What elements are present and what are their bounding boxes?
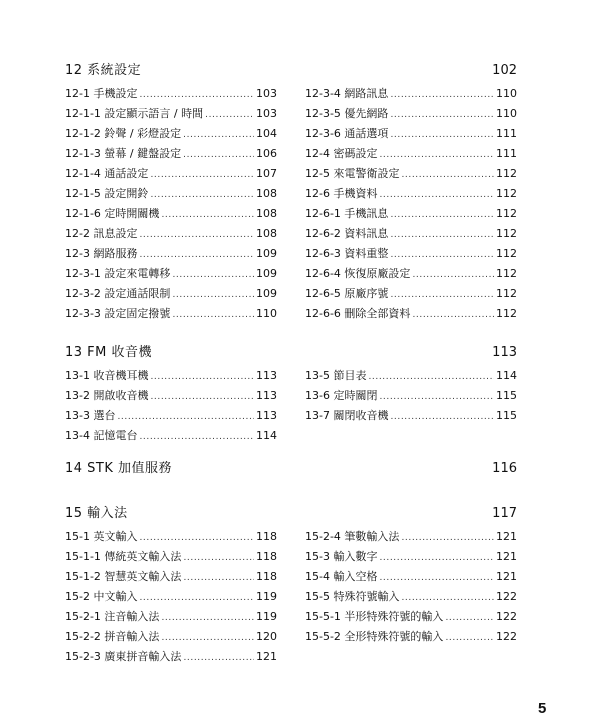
toc-entry-page: 113 — [256, 369, 277, 382]
toc-entry — [65, 104, 277, 124]
page-number: 5 — [538, 700, 547, 717]
chapter-page: 116 — [492, 461, 517, 476]
dot-leader — [445, 628, 494, 648]
toc-entry-page: 122 — [496, 610, 517, 623]
toc-entry-label: 13-7 關閉收音機 — [305, 409, 389, 422]
toc-entry — [65, 547, 277, 567]
toc-entry-label: 12-1-2 鈴聲 / 彩燈設定 — [65, 127, 182, 140]
toc-entry-page: 110 — [256, 307, 277, 320]
toc-entry — [65, 406, 277, 426]
toc-entry — [65, 124, 277, 144]
toc-column-left — [65, 366, 277, 446]
toc-entry — [305, 244, 517, 264]
chapter-15 — [65, 505, 517, 667]
dot-leader — [117, 407, 254, 427]
toc-entry-page: 112 — [496, 167, 517, 180]
toc-entry-label: 12-1 手機設定 — [65, 87, 138, 100]
dot-leader — [412, 265, 494, 285]
toc-entry-label: 12-3 網路服務 — [65, 247, 138, 260]
dot-leader — [379, 568, 494, 588]
dot-leader — [183, 548, 254, 568]
toc-entry-label: 12-3-6 通話選項 — [305, 127, 389, 140]
dot-leader — [139, 85, 254, 105]
toc-entry — [305, 104, 517, 124]
toc-entry-page: 109 — [256, 287, 277, 300]
toc-entry-page: 103 — [256, 107, 277, 120]
dot-leader — [205, 105, 254, 125]
dot-leader — [401, 165, 494, 185]
dot-leader — [379, 145, 494, 165]
toc-entry-label: 15-2-4 筆數輸入法 — [305, 530, 400, 543]
toc-entry-label: 12-3-1 設定來電轉移 — [65, 267, 171, 280]
dot-leader — [161, 205, 254, 225]
toc-column-right — [305, 527, 517, 667]
chapter-page: 102 — [492, 63, 517, 78]
toc-entry-page: 108 — [256, 227, 277, 240]
toc-entry — [65, 204, 277, 224]
dot-leader — [379, 548, 494, 568]
toc-entry-label: 13-1 收音機耳機 — [65, 369, 149, 382]
toc-entry-label: 12-1-5 設定開鈴 — [65, 187, 149, 200]
chapter-title: 12 系統設定 — [65, 63, 142, 78]
toc-entry — [65, 284, 277, 304]
toc-column-right — [305, 84, 517, 324]
chapter-14 — [65, 460, 517, 478]
chapter-12 — [65, 62, 517, 324]
toc-entry — [305, 164, 517, 184]
toc-entry-page: 119 — [256, 610, 277, 623]
toc-entry-page: 121 — [496, 530, 517, 543]
chapter-13 — [65, 344, 517, 446]
toc-entry-page: 113 — [256, 389, 277, 402]
toc-entry-label: 15-2-3 廣東拼音輸入法 — [65, 650, 182, 663]
toc-entry — [65, 386, 277, 406]
toc-entry — [305, 204, 517, 224]
toc-entry-label: 12-3-5 優先網路 — [305, 107, 389, 120]
toc-column-left — [65, 84, 277, 324]
toc-entry — [305, 587, 517, 607]
chapter-heading — [65, 505, 517, 523]
dot-leader — [172, 305, 254, 325]
dot-leader — [368, 367, 494, 387]
chapter-heading — [65, 344, 517, 362]
toc-column-right — [305, 366, 517, 446]
toc-entry-page: 111 — [496, 127, 517, 140]
toc-entry — [305, 547, 517, 567]
toc-entry — [305, 144, 517, 164]
toc-entry — [65, 264, 277, 284]
toc-entry-page: 103 — [256, 87, 277, 100]
toc-entry-page: 107 — [256, 167, 277, 180]
dot-leader — [161, 608, 254, 628]
toc-entry — [305, 184, 517, 204]
dot-leader — [150, 387, 254, 407]
toc-entry-page: 115 — [496, 389, 517, 402]
dot-leader — [139, 225, 254, 245]
dot-leader — [390, 245, 494, 265]
toc-entry — [65, 607, 277, 627]
toc-entry-page: 109 — [256, 267, 277, 280]
toc-entry — [65, 244, 277, 264]
toc-entry — [305, 406, 517, 426]
toc-entry — [65, 164, 277, 184]
toc-entry-page: 120 — [256, 630, 277, 643]
toc-entry-page: 119 — [256, 590, 277, 603]
toc-entry-page: 104 — [256, 127, 277, 140]
dot-leader — [390, 225, 494, 245]
toc-entry-label: 15-1 英文輸入 — [65, 530, 138, 543]
toc-entry — [65, 647, 277, 667]
chapter-heading — [65, 62, 517, 80]
dot-leader — [139, 427, 254, 447]
toc-entry-page: 115 — [496, 409, 517, 422]
toc-entry — [65, 587, 277, 607]
toc-entry-label: 12-1-4 通話設定 — [65, 167, 149, 180]
toc-entry-page: 112 — [496, 227, 517, 240]
chapter-heading — [65, 460, 517, 478]
toc-entry — [305, 527, 517, 547]
dot-leader — [390, 205, 494, 225]
toc-entry-label: 13-2 開啟收音機 — [65, 389, 149, 402]
toc-entry-page: 112 — [496, 207, 517, 220]
dot-leader — [183, 125, 254, 145]
toc-entry-label: 12-3-4 網路訊息 — [305, 87, 389, 100]
toc-entry-label: 15-2-2 拼音輸入法 — [65, 630, 160, 643]
dot-leader — [172, 285, 254, 305]
toc-entry-page: 112 — [496, 307, 517, 320]
dot-leader — [161, 628, 254, 648]
dot-leader — [445, 608, 494, 628]
toc-entry-page: 118 — [256, 530, 277, 543]
toc-entry-page: 106 — [256, 147, 277, 160]
toc-entry-page: 112 — [496, 267, 517, 280]
toc-entry — [305, 284, 517, 304]
dot-leader — [401, 588, 494, 608]
toc-entry-page: 110 — [496, 107, 517, 120]
toc-entry-page: 114 — [256, 429, 277, 442]
toc-entry-label: 12-4 密碼設定 — [305, 147, 378, 160]
toc-entry — [305, 304, 517, 324]
chapter-page: 117 — [492, 506, 517, 521]
toc-entry-label: 12-6-1 手機訊息 — [305, 207, 389, 220]
toc-entry-label: 12-1-6 定時開關機 — [65, 207, 160, 220]
toc-entry-label: 12-1-1 設定顯示語言 / 時間 — [65, 107, 204, 120]
toc-entry — [65, 304, 277, 324]
chapter-title: 13 FM 收音機 — [65, 345, 153, 360]
toc-entry — [305, 84, 517, 104]
toc-entry-label: 12-6 手機資料 — [305, 187, 378, 200]
toc-entry-page: 111 — [496, 147, 517, 160]
toc-entry-label: 13-4 記憶電台 — [65, 429, 138, 442]
dot-leader — [390, 125, 494, 145]
toc-entry-label: 15-1-1 傳統英文輸入法 — [65, 550, 182, 563]
toc-entry-page: 112 — [496, 247, 517, 260]
toc-entry-label: 13-6 定時關閉 — [305, 389, 378, 402]
dot-leader — [390, 285, 494, 305]
toc-entry-page: 114 — [496, 369, 517, 382]
toc-entry-page: 113 — [256, 409, 277, 422]
chapter-title: 15 輸入法 — [65, 506, 128, 521]
toc-entry — [65, 426, 277, 446]
toc-entry-page: 112 — [496, 187, 517, 200]
toc-entry-page: 108 — [256, 187, 277, 200]
dot-leader — [172, 265, 254, 285]
toc-entry-label: 15-2-1 注音輸入法 — [65, 610, 160, 623]
toc-entry — [65, 84, 277, 104]
toc-entry-label: 12-1-3 螢幕 / 鍵盤設定 — [65, 147, 182, 160]
toc-entry-page: 121 — [496, 550, 517, 563]
toc-entry-page: 110 — [496, 87, 517, 100]
dot-leader — [379, 185, 494, 205]
toc-entry — [65, 567, 277, 587]
toc-entry-label: 12-6-6 刪除全部資料 — [305, 307, 411, 320]
toc-entry — [65, 527, 277, 547]
toc-entry-label: 12-6-5 原廠序號 — [305, 287, 389, 300]
toc-entry-label: 12-6-2 資料訊息 — [305, 227, 389, 240]
chapter-page: 113 — [492, 345, 517, 360]
toc-entry — [65, 224, 277, 244]
toc-entry-label: 12-3-3 設定固定撥號 — [65, 307, 171, 320]
dot-leader — [183, 568, 254, 588]
toc-entry — [305, 264, 517, 284]
toc-entry-label: 15-5 特殊符號輸入 — [305, 590, 400, 603]
toc-entry — [65, 627, 277, 647]
toc-entry — [305, 627, 517, 647]
toc-entry — [305, 607, 517, 627]
toc-entry — [65, 144, 277, 164]
toc-entry-label: 13-3 選台 — [65, 409, 116, 422]
dot-leader — [139, 588, 254, 608]
toc-entry-page: 112 — [496, 287, 517, 300]
toc-entry-page: 118 — [256, 550, 277, 563]
dot-leader — [150, 367, 254, 387]
toc-entry-page: 122 — [496, 630, 517, 643]
dot-leader — [183, 145, 254, 165]
toc-entry-label: 15-2 中文輸入 — [65, 590, 138, 603]
dot-leader — [412, 305, 494, 325]
toc-column-left — [65, 527, 277, 667]
toc-entry — [305, 124, 517, 144]
dot-leader — [150, 185, 254, 205]
toc-entry-label: 15-4 輸入空格 — [305, 570, 378, 583]
dot-leader — [150, 165, 254, 185]
toc-entry-label: 15-5-1 半形特殊符號的輸入 — [305, 610, 444, 623]
dot-leader — [390, 105, 494, 125]
toc-entry-page: 121 — [496, 570, 517, 583]
toc-entry-label: 12-5 來電警衛設定 — [305, 167, 400, 180]
toc-entry — [305, 386, 517, 406]
toc-entry-label: 15-1-2 智慧英文輸入法 — [65, 570, 182, 583]
toc-entry-label: 12-2 訊息設定 — [65, 227, 138, 240]
dot-leader — [390, 407, 494, 427]
dot-leader — [401, 528, 494, 548]
toc-entry — [65, 184, 277, 204]
toc-entry — [305, 224, 517, 244]
toc-entry-label: 13-5 節目表 — [305, 369, 367, 382]
toc-entry-label: 15-5-2 全形特殊符號的輸入 — [305, 630, 444, 643]
toc-entry-page: 118 — [256, 570, 277, 583]
dot-leader — [390, 85, 494, 105]
toc-entry-label: 12-3-2 設定通話限制 — [65, 287, 171, 300]
toc-entry — [305, 567, 517, 587]
toc-entry-page: 109 — [256, 247, 277, 260]
toc-entry — [65, 366, 277, 386]
dot-leader — [139, 528, 254, 548]
toc-entry-page: 122 — [496, 590, 517, 603]
toc-entry-page: 108 — [256, 207, 277, 220]
dot-leader — [379, 387, 494, 407]
toc-entry-label: 15-3 輸入數字 — [305, 550, 378, 563]
toc-entry — [305, 366, 517, 386]
dot-leader — [183, 648, 254, 668]
toc-entry-label: 12-6-4 恢復原廠設定 — [305, 267, 411, 280]
toc-entry-page: 121 — [256, 650, 277, 663]
dot-leader — [139, 245, 254, 265]
chapter-title: 14 STK 加值服務 — [65, 461, 173, 476]
toc-entry-label: 12-6-3 資料重整 — [305, 247, 389, 260]
